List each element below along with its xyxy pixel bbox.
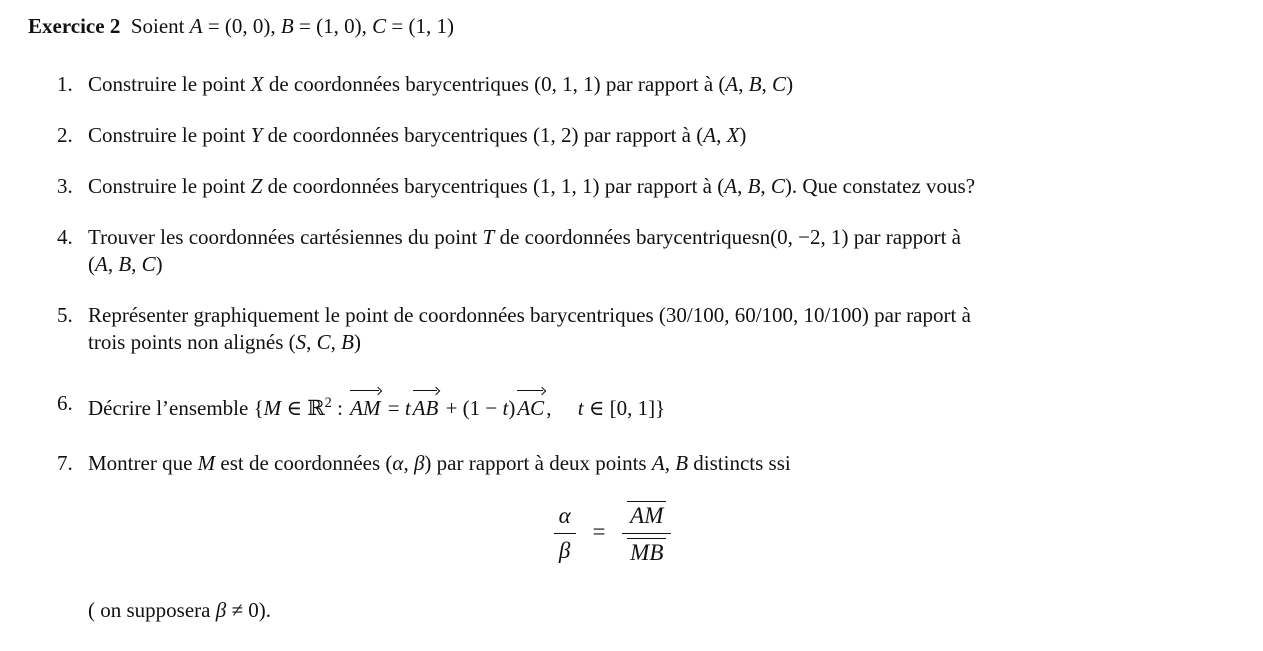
text-run: A xyxy=(703,123,717,147)
text-run: S xyxy=(295,330,307,354)
text-run: B xyxy=(748,72,762,96)
exercise-item xyxy=(28,380,1223,422)
text-run: + (1 − xyxy=(440,396,503,420)
text-run: ) xyxy=(354,330,361,354)
fraction-am-mb xyxy=(622,501,671,566)
text-run: β xyxy=(413,451,425,475)
text-run: B xyxy=(747,174,761,198)
text-run: Représenter graphiquement le point de coordonnées barycentriques (30/100, 60/100, 10/100) par raport à xyxy=(88,303,971,327)
text-run: = xyxy=(382,396,405,420)
text-run: trois points non alignés ( xyxy=(88,330,296,354)
display-equation xyxy=(28,501,1197,566)
text-run: , xyxy=(738,72,749,96)
text-run: distincts ssi xyxy=(688,451,791,475)
item-number: 5. xyxy=(57,303,73,327)
text-run: , xyxy=(330,330,342,354)
exercise-list xyxy=(28,71,1223,477)
exercise-item xyxy=(28,122,1223,149)
text-run: ) xyxy=(155,252,163,276)
text-run: t xyxy=(577,396,584,420)
text-run: , xyxy=(760,174,771,198)
fraction-denominator-mb xyxy=(622,534,671,566)
text-run: de coordonnées barycentriques (1, 1, 1) par rapport à ( xyxy=(262,174,725,198)
text-run: A xyxy=(651,451,665,475)
item-number: 3. xyxy=(57,174,73,198)
text-run: ) par rapport à deux points xyxy=(424,451,652,475)
text-run: β xyxy=(215,598,227,622)
vector-notation: AM xyxy=(350,396,381,420)
exercise-item xyxy=(28,71,1223,98)
text-run: , xyxy=(546,396,578,420)
text-run: A xyxy=(725,72,739,96)
item-text xyxy=(88,174,975,198)
text-run: , xyxy=(306,330,317,354)
text-run: C xyxy=(770,174,785,198)
text-run: , xyxy=(131,252,142,276)
text-run: t xyxy=(502,396,509,420)
text-run: B xyxy=(280,14,294,38)
text-run: Construire le point xyxy=(88,174,251,198)
fraction-numerator-am xyxy=(622,501,671,534)
exercise-title xyxy=(28,13,1223,40)
text-run: est de coordonnées ( xyxy=(215,451,393,475)
text-run: = (1, 1) xyxy=(386,14,454,38)
text-run: B xyxy=(675,451,689,475)
text-run: t xyxy=(404,396,411,420)
text-run: C xyxy=(772,72,787,96)
text-run: Montrer que xyxy=(88,451,198,475)
exercise-item xyxy=(28,173,1223,200)
text-run: ≠ 0). xyxy=(226,598,271,622)
text-run: Exercice 2 xyxy=(28,14,121,38)
fraction-denominator-beta: β xyxy=(558,538,571,563)
item-number: 7. xyxy=(57,451,73,475)
exercise-item xyxy=(28,302,1223,356)
text-run: = (0, 0), xyxy=(202,14,281,38)
text-run: C xyxy=(372,14,387,38)
item-text xyxy=(88,123,746,147)
item-number: 1. xyxy=(57,72,73,96)
item-text xyxy=(88,303,971,354)
text-run: , xyxy=(403,451,414,475)
text-run: de coordonnées barycentriquesn(0, −2, 1) par rapport à xyxy=(494,225,961,249)
text-run: A xyxy=(724,174,738,198)
text-run: A xyxy=(95,252,108,276)
text-run: ) xyxy=(739,123,747,147)
text-run: Z xyxy=(250,174,263,198)
text-run: , xyxy=(716,123,727,147)
text-run: de coordonnées barycentriques (0, 1, 1) par rapport à ( xyxy=(263,72,726,96)
text-run: ). Que constatez vous? xyxy=(784,174,976,198)
equals-sign: = xyxy=(592,518,606,544)
text-run: M xyxy=(197,451,216,475)
text-run: ∈ [0, 1]} xyxy=(583,396,666,420)
text-run: ( xyxy=(88,252,95,276)
item-text xyxy=(88,225,961,276)
text-run: , xyxy=(664,451,676,475)
text-run: A xyxy=(189,14,203,38)
text-run: Y xyxy=(250,123,263,147)
item-number: 2. xyxy=(57,123,73,147)
fraction-alpha-beta xyxy=(554,503,576,564)
text-run: B xyxy=(118,252,132,276)
text-run: T xyxy=(482,225,495,249)
text-run: ( on supposera xyxy=(88,598,216,622)
text-run: ∈ ℝ xyxy=(281,396,325,420)
text-run: X xyxy=(250,72,264,96)
fraction-numerator-alpha: α xyxy=(554,503,576,534)
text-run: Construire le point xyxy=(88,72,251,96)
text-run: α xyxy=(392,451,404,475)
text-run: B xyxy=(341,330,354,354)
text-run: Soient xyxy=(120,14,190,38)
measure-am: AM xyxy=(627,501,666,528)
item-text xyxy=(88,396,665,420)
text-run: ) xyxy=(786,72,794,96)
text-run: de coordonnées barycentriques (1, 2) par rapport à ( xyxy=(262,123,704,147)
text-run: C xyxy=(316,330,331,354)
text-run: Trouver les coordonnées cartésiennes du point xyxy=(88,225,483,249)
text-run: X xyxy=(726,123,740,147)
text-run: C xyxy=(141,252,156,276)
text-run: Construire le point xyxy=(88,123,251,147)
item-text xyxy=(88,72,793,96)
text-run: , xyxy=(737,174,748,198)
text-run: ) xyxy=(508,396,516,420)
item-number: 4. xyxy=(57,225,73,249)
text-run: Décrire l’ensemble { xyxy=(88,396,264,420)
item-text xyxy=(88,451,791,475)
vector-notation: AC xyxy=(517,396,545,420)
closing-note xyxy=(88,597,1223,624)
text-run: , xyxy=(107,252,119,276)
item-number: 6. xyxy=(57,391,73,415)
exercise-item xyxy=(28,224,1223,278)
text-run: M xyxy=(263,396,282,420)
measure-mb: MB xyxy=(627,538,666,565)
text-run: : xyxy=(331,396,349,420)
exercise-item xyxy=(28,450,1223,477)
text-run: = (1, 0), xyxy=(293,14,373,38)
vector-notation: AB xyxy=(412,396,439,420)
text-run: 2 xyxy=(324,395,332,411)
text-run: , xyxy=(761,72,773,96)
